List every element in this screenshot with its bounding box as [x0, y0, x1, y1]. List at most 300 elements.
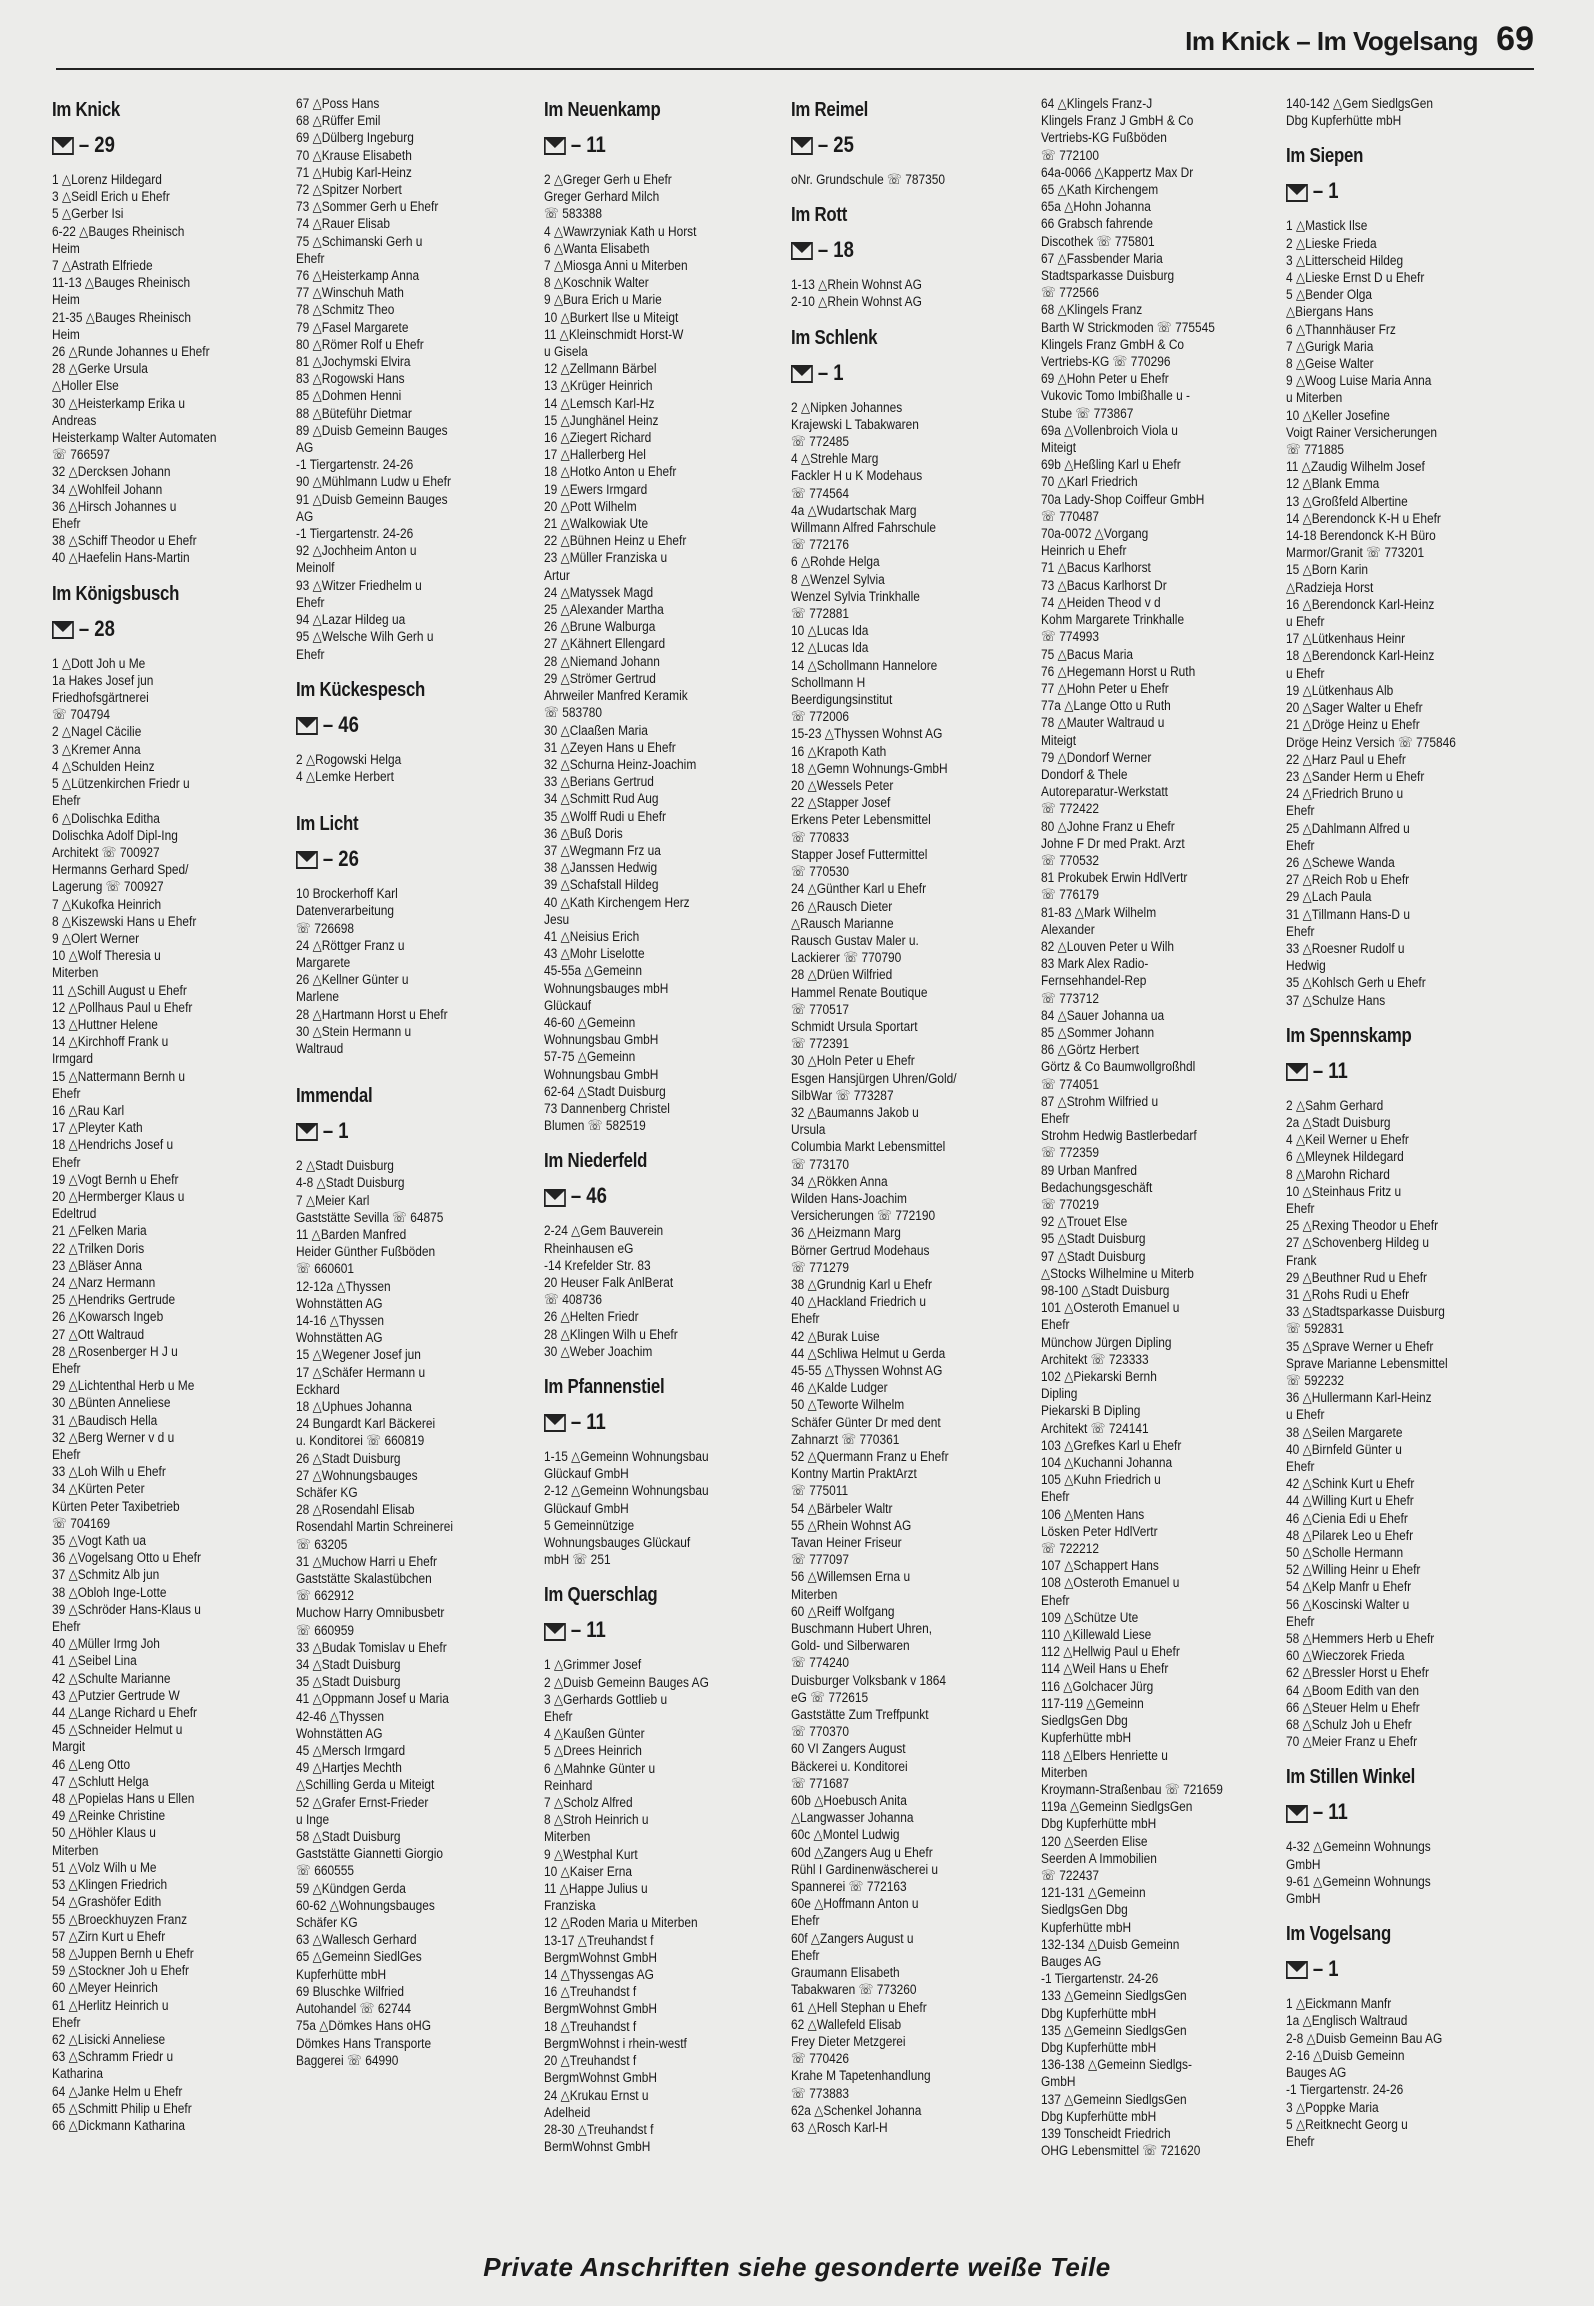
directory-entry: 35 △Sprave Werner u Ehefr [1286, 1338, 1434, 1355]
directory-entry: 67 △Poss Hans [296, 96, 380, 112]
directory-entry: Ehefr [52, 1154, 81, 1171]
directory-entry: 62 △Bressler Horst u Ehefr [1286, 1665, 1429, 1682]
directory-entry: 64a-0066 △Kappertz Max Dr [1041, 164, 1194, 181]
directory-entry: Ehefr [1286, 837, 1315, 854]
directory-entry: SilbWar ☏ 773287 [791, 1087, 894, 1104]
directory-entry: 18 △Hotko Anton u Ehefr [544, 464, 677, 481]
directory-entry: Reinhard [544, 1777, 593, 1794]
directory-entry: 70 △Krause Elisabeth [296, 147, 412, 164]
directory-entry: -1 Tiergartenstr. 24-26 [1041, 1971, 1159, 1988]
directory-entry: 60d △Zangers Aug u Ehefr [791, 1844, 933, 1861]
directory-entry: 75a △Dömkes Hans oHG [296, 2018, 432, 2035]
directory-entry: Architekt ☏ 724141 [1041, 1420, 1149, 1437]
directory-entry: 64 △Janke Helm u Ehefr [52, 2083, 183, 2100]
directory-entry: 112 △Hellwig Paul u Ehefr [1041, 1644, 1180, 1661]
directory-entry: Dbg Kupferhütte mbH [1286, 113, 1402, 130]
postal-district [544, 1409, 796, 1435]
directory-entry: 4 △Strehle Marg [791, 451, 879, 468]
directory-entry: 29 △Lichtenthal Herb u Me [52, 1378, 195, 1395]
directory-entry: 31 △Muchow Harri u Ehefr [296, 1553, 437, 1570]
directory-entry: 3 △Kremer Anna [52, 741, 141, 758]
directory-entry: 68 △Rüffer Emil [296, 113, 381, 130]
directory-entry: 106 △Menten Hans [1041, 1506, 1145, 1523]
directory-entry: SiedlgsGen Dbg [1041, 1902, 1128, 1919]
directory-entry: Datenverarbeitung [296, 903, 395, 920]
directory-entry: 15 △Wegener Josef jun [296, 1347, 421, 1364]
directory-entry: Münchow Jürgen Dipling [1041, 1334, 1172, 1351]
directory-entry: 71 △Hubig Karl-Heinz [296, 164, 412, 181]
directory-entry: 46 △Leng Otto [52, 1756, 131, 1773]
directory-entry: Ehefr [1041, 1317, 1070, 1334]
directory-entry: 6 △Mleynek Hildegard [1286, 1149, 1404, 1166]
directory-entry: Frey Dieter Metzgerei [791, 2033, 906, 2050]
directory-entry: 77a △Lange Otto u Ruth [1041, 698, 1171, 715]
directory-entry: △Langwasser Johanna [791, 1810, 914, 1827]
directory-entry: 28-30 △Treuhandst f [544, 2121, 654, 2138]
directory-entry: 132-134 △Duisb Gemeinn [1041, 1936, 1180, 1953]
directory-entry: 39 △Schröder Hans-Klaus u [52, 1601, 201, 1618]
directory-entry: 34 △Stadt Duisburg [296, 1657, 401, 1674]
directory-entry: ☏ 772391 [791, 1036, 849, 1053]
street-name: Im Knick [52, 99, 121, 121]
column-6 [1286, 96, 1538, 2165]
directory-entry: 45-55a △Gemeinn [544, 963, 642, 980]
street-section [296, 1084, 548, 2070]
postal-district-number: – 11 [570, 1617, 606, 1643]
directory-entry: Eckhard [296, 1381, 340, 1398]
directory-entry: 83 △Rogowski Hans [296, 371, 405, 388]
street-section [296, 96, 548, 664]
directory-entry: 120 △Seerden Elise [1041, 1833, 1148, 1850]
directory-entry: Schäfer KG [296, 1485, 358, 1501]
street-section [791, 203, 1043, 311]
directory-entry: Wohnungsbauges mbH [544, 980, 669, 997]
directory-entry: 21 △Dröge Heinz u Ehefr [1286, 717, 1420, 734]
directory-entry: u Inge [296, 1811, 330, 1828]
directory-entry: 107 △Schappert Hans [1041, 1558, 1159, 1575]
directory-entry: Ehefr [1286, 803, 1315, 820]
directory-entry: 70a Lady-Shop Coiffeur GmbH [1041, 491, 1205, 508]
directory-entry: Hermanns Gerhard Sped/ [52, 862, 189, 879]
directory-entry: 20 △Wessels Peter [791, 778, 894, 795]
directory-entry: -1 Tiergartenstr. 24-26 [296, 457, 414, 474]
directory-entry: Gaststätte Giannetti Giorgio [296, 1846, 444, 1863]
directory-entry: △Schilling Gerda u Miteigt [296, 1777, 435, 1794]
directory-entry: 78 △Mauter Waltraud u [1041, 715, 1165, 732]
directory-entry: Muchow Harry Omnibusbetr [296, 1605, 445, 1622]
directory-entry: 22 △Harz Paul u Ehefr [1286, 751, 1406, 768]
directory-entry: 91 △Duisb Gemeinn Bauges [296, 491, 448, 508]
envelope-icon [791, 365, 813, 383]
directory-entry: 74 △Heiden Theod v d [1041, 594, 1161, 611]
directory-entry: ☏ 773883 [791, 2085, 849, 2102]
directory-entry: 30 △Weber Joachim [544, 1343, 653, 1360]
directory-entry: 45-55 △Thyssen Wohnst AG [791, 1362, 943, 1379]
directory-entry: 61 △Herlitz Heinrich u [52, 1997, 169, 2014]
directory-entry: Krahe M Tapetenhandlung [791, 2068, 931, 2085]
directory-entry: 8 △Kiszewski Hans u Ehefr [52, 913, 197, 930]
directory-entry: 11-13 △Bauges Rheinisch [52, 275, 191, 292]
directory-entry: Miterben [1041, 1764, 1088, 1781]
directory-entry: 7 △Scholz Alfred [544, 1795, 633, 1812]
directory-entry: Ehefr [1286, 1613, 1315, 1630]
directory-entry: 65 △Schmitt Philip u Ehefr [52, 2100, 192, 2117]
directory-entry: 14-16 △Thyssen [296, 1312, 385, 1329]
directory-entry: 76 △Heisterkamp Anna [296, 268, 420, 285]
street-name: Im Pfannenstiel [544, 1376, 665, 1398]
directory-entry: 56 △Willemsen Erna u [791, 1569, 911, 1586]
directory-entry: 52 △Quermann Franz u Ehefr [791, 1449, 949, 1465]
directory-entry: 6-22 △Bauges Rheinisch [52, 223, 185, 240]
directory-entry: 2 △Duisb Gemeinn Bauges AG [544, 1674, 709, 1691]
envelope-icon [544, 1189, 566, 1207]
directory-entry: ☏ 660959 [296, 1622, 354, 1639]
directory-entry: 27 △Ott Waltraud [52, 1326, 145, 1343]
directory-entry: ☏ 775011 [791, 1483, 849, 1500]
directory-entry: 50 △Höhler Klaus u [52, 1825, 156, 1842]
envelope-icon [544, 137, 566, 155]
directory-entry: Kürten Peter Taxibetrieb [52, 1498, 180, 1515]
directory-entry: Ehefr [1041, 1110, 1070, 1127]
directory-entry: 32 △Baumanns Jakob u [791, 1104, 919, 1121]
directory-entry: Versicherungen ☏ 772190 [791, 1208, 936, 1225]
directory-entry: 48 △Popielas Hans u Ellen [52, 1791, 195, 1808]
directory-entry: Dipling [1041, 1386, 1078, 1403]
directory-entry: 2-10 △Rhein Wohnst AG [791, 294, 922, 311]
directory-entry: 62a △Schenkel Johanna [791, 2102, 922, 2119]
directory-entry: 2a △Stadt Duisburg [1286, 1114, 1391, 1131]
directory-entry: 2-16 △Duisb Gemeinn [1286, 2047, 1405, 2064]
street-section [544, 1375, 796, 1569]
directory-entry: 8 △Koschnik Walter [544, 275, 649, 292]
directory-entry: 21 △Walkowiak Ute [544, 516, 649, 533]
directory-entry: Greger Gerhard Milch [544, 189, 660, 206]
directory-entry: Glückauf GmbH [544, 1500, 629, 1517]
directory-entry: △Rausch Marianne [791, 915, 894, 932]
postal-district [791, 132, 1043, 158]
directory-entry: 56 △Koscinski Walter u [1286, 1596, 1410, 1613]
directory-entry: Dolischka Adolf Dipl-Ing [52, 827, 178, 844]
directory-entry: Görtz & Co Baumwollgroßhdl [1041, 1059, 1196, 1076]
directory-entry: Miterben [544, 1829, 591, 1846]
directory-entry: Barth W Strickmoden ☏ 775545 [1041, 319, 1215, 336]
directory-entry: 22 △Stapper Josef [791, 795, 891, 812]
directory-entry: Adelheid [544, 2104, 591, 2121]
directory-entry: 42-46 △Thyssen [296, 1708, 385, 1725]
directory-entry: 31 △Rohs Rudi u Ehefr [1286, 1286, 1410, 1303]
postal-district-number: – 46 [570, 1183, 607, 1209]
directory-entry: 65 △Kath Kirchengem [1041, 182, 1159, 199]
directory-entry: ☏ 773712 [1041, 990, 1099, 1007]
directory-entry: Waltraud [296, 1040, 344, 1057]
directory-entry: 108 △Osteroth Emanuel u [1041, 1575, 1180, 1592]
directory-entry: 24 △Matyssek Magd [544, 584, 654, 601]
directory-entry: 38 △Grundnig Karl u Ehefr [791, 1276, 933, 1293]
directory-entry: ☏ 772359 [1041, 1145, 1099, 1162]
street-section [296, 678, 548, 786]
directory-entry: Bauges AG [1286, 2065, 1347, 2082]
envelope-icon [296, 851, 318, 869]
directory-entry: 43 △Mohr Liselotte [544, 946, 645, 963]
street-name: Im Schlenk [791, 326, 878, 349]
postal-district [1286, 178, 1538, 204]
directory-entry: 25 △Alexander Martha [544, 602, 664, 619]
directory-entry: 2 △Stadt Duisburg [296, 1158, 394, 1175]
directory-entry: 80 △Römer Rolf u Ehefr [296, 336, 424, 353]
directory-entry: 84 △Sauer Johanna ua [1041, 1007, 1165, 1024]
directory-entry: 4 △Lemke Herbert [296, 768, 394, 785]
directory-entry: 12 △Roden Maria u Miterben [544, 1915, 698, 1932]
directory-entry: 15 △Junghänel Heinz [544, 412, 659, 429]
directory-entry: 36 △Vogelsang Otto u Ehefr [52, 1550, 201, 1567]
directory-entry: 1a Hakes Josef jun [52, 672, 154, 689]
directory-entry: Wilden Hans-Joachim [791, 1190, 907, 1207]
column-2 [296, 96, 548, 2084]
directory-entry: 18 △Berendonck Karl-Heinz [1286, 648, 1435, 665]
directory-entry: 86 △Görtz Herbert [1041, 1042, 1139, 1059]
envelope-icon [1286, 184, 1308, 202]
directory-entry: 62 △Lisicki Anneliese [52, 2031, 166, 2048]
directory-entry: 10 △Wolf Theresia u [52, 948, 161, 965]
directory-entry: 70 △Meier Franz u Ehefr [1286, 1734, 1418, 1751]
directory-entry: 66 △Steuer Helm u Ehefr [1286, 1699, 1420, 1716]
directory-entry: 2-12 △Gemeinn Wohnungsbau [544, 1483, 709, 1500]
street-section [1286, 1765, 1538, 1908]
directory-entry: 11 △Happe Julius u [544, 1881, 648, 1898]
directory-entry: Franziska [544, 1898, 596, 1915]
directory-entry: ☏ 773170 [791, 1156, 849, 1173]
directory-entry: Heim [52, 326, 80, 343]
directory-entry: Vertriebs-KG ☏ 770296 [1041, 354, 1171, 371]
street-section [544, 1149, 796, 1361]
postal-district-number: – 1 [1312, 178, 1339, 204]
directory-entry: 64 △Boom Edith van den [1286, 1682, 1420, 1699]
directory-entry: 23 △Müller Franziska u [544, 550, 668, 567]
directory-entry: GmbH [1286, 1891, 1321, 1908]
directory-entry: Gaststätte Sevilla ☏ 64875 [296, 1209, 444, 1226]
directory-entry: 53 △Klingen Friedrich [52, 1877, 168, 1894]
directory-entry: 92 △Jochheim Anton u [296, 543, 417, 560]
directory-entry: Erkens Peter Lebensmittel [791, 812, 931, 829]
directory-entry: 69 Bluschke Wilfried [296, 1983, 404, 2000]
directory-entry: 36 △Buß Doris [544, 825, 623, 842]
directory-entry: 24 △Friedrich Bruno u [1286, 786, 1404, 803]
directory-entry: mbH ☏ 251 [544, 1552, 611, 1569]
postal-district [544, 1183, 796, 1209]
postal-district [52, 616, 304, 642]
street-section [296, 812, 548, 1058]
postal-district-number: – 46 [322, 711, 359, 737]
directory-entry: 57-75 △Gemeinn [544, 1049, 636, 1066]
directory-entry: Vukovic Tomo Imbißhalle u - [1041, 388, 1191, 405]
directory-entry: 29 △Strömer Gertrud [544, 670, 656, 687]
directory-entry: Architekt ☏ 723333 [1041, 1351, 1149, 1368]
directory-entry: Strohm Hedwig Bastlerbedarf [1041, 1128, 1197, 1145]
directory-entry: 27 △Schovenberg Hildeg u [1286, 1235, 1430, 1252]
directory-entry: 25 △Dahlmann Alfred u [1286, 820, 1410, 837]
postal-district-number: – 28 [78, 615, 115, 641]
directory-entry: 28 △Drüen Wilfried [791, 967, 893, 984]
directory-entry: Alexander [1041, 921, 1095, 938]
directory-entry: 2-24 △Gem Bauverein [544, 1223, 664, 1240]
directory-entry: Frank [1286, 1252, 1317, 1269]
directory-entry: BermWohnst GmbH [544, 2139, 651, 2156]
directory-entry: 52 △Grafer Ernst-Frieder [296, 1794, 429, 1811]
postal-district [1286, 1058, 1538, 1084]
directory-entry: u Ehefr [1286, 614, 1325, 631]
street-section [1286, 96, 1538, 130]
directory-entry: GmbH [1286, 1856, 1321, 1873]
directory-entry: 37 △Schulze Hans [1286, 992, 1386, 1009]
directory-entry: 16 △Treuhandst f [544, 1984, 637, 2001]
directory-entry: 60-62 △Wohnungsbauges [296, 1897, 435, 1914]
directory-entry: ☏ 704169 [52, 1515, 110, 1532]
directory-entry: Stapper Josef Futtermittel [791, 846, 928, 863]
directory-entry: 77 △Hohn Peter u Ehefr [1041, 680, 1169, 697]
directory-entry: ☏ 774240 [791, 1655, 849, 1672]
directory-entry: u Ehefr [1286, 665, 1325, 682]
directory-entry: 35 △Stadt Duisburg [296, 1674, 401, 1691]
directory-entry: 58 △Juppen Bernh u Ehefr [52, 1945, 194, 1962]
directory-entry: ☏ 704794 [52, 707, 110, 724]
directory-entry: 54 △Bärbeler Waltr [791, 1500, 893, 1517]
directory-entry: ☏ 777097 [791, 1552, 849, 1569]
directory-entry: Dbg Kupferhütte mbH [1041, 2005, 1157, 2022]
directory-entry: Bäckerei u. Konditorei [791, 1758, 908, 1775]
directory-entry: Graumann Elisabeth [791, 1965, 900, 1982]
directory-entry: 20 △Treuhandst f [544, 2053, 637, 2070]
directory-entry: 65a △Hohn Johanna [1041, 199, 1151, 216]
directory-entry: 81 △Jochymski Elvira [296, 354, 411, 371]
directory-entry: 60e △Hoffmann Anton u [791, 1896, 919, 1913]
street-name: Immendal [296, 1085, 373, 1108]
directory-entry: 54 △Kelp Manfr u Ehefr [1286, 1579, 1412, 1596]
directory-entry: ☏ 772881 [791, 606, 849, 623]
directory-entry: 23 △Sander Herm u Ehefr [1286, 768, 1425, 785]
directory-entry: 13 △Krüger Heinrich [544, 378, 653, 395]
directory-entry: Ehefr [1286, 923, 1315, 940]
directory-entry: 4 △Kaußen Günter [544, 1726, 645, 1743]
footer-note: Private Anschriften siehe gesonderte weiße Teile [483, 2252, 1111, 2282]
street-section [52, 98, 304, 568]
directory-entry: Irmgard [52, 1051, 94, 1068]
directory-entry: 42 △Schulte Marianne [52, 1670, 171, 1687]
directory-entry: 12 △Pollhaus Paul u Ehefr [52, 999, 193, 1016]
postal-district [1286, 1799, 1538, 1825]
directory-entry: 24 △Röttger Franz u [296, 937, 405, 954]
directory-entry: 19 △Ewers Irmgard [544, 481, 648, 498]
directory-entry: 18 △Treuhandst f [544, 2018, 637, 2035]
directory-entry: Gold- und Silberwaren [791, 1638, 910, 1655]
directory-entry: Miteigt [1041, 732, 1077, 749]
directory-entry: Stadtsparkasse Duisburg [1041, 268, 1175, 285]
directory-entry: Schäfer KG [296, 1915, 358, 1932]
directory-entry: 11 △Barden Manfred [296, 1226, 407, 1243]
directory-entry: Rheinhausen eG [544, 1240, 634, 1257]
street-name: Im Spennskamp [1286, 1024, 1412, 1047]
street-section [1286, 144, 1538, 1009]
directory-entry: 116 △Golchacer Jürg [1041, 1678, 1154, 1695]
directory-entry: 35 △Vogt Kath ua [52, 1533, 146, 1550]
directory-entry: 24 △Krukau Ernst u [544, 2087, 649, 2104]
street-section [791, 98, 1043, 189]
envelope-icon [1286, 1063, 1308, 1081]
postal-district-number: – 1 [1312, 1956, 1339, 1982]
directory-entry: 39 △Schafstall Hildeg [544, 877, 659, 894]
directory-entry: 30 △Bünten Anneliese [52, 1395, 171, 1412]
directory-entry: 28 △Rosendahl Elisab [296, 1502, 415, 1519]
directory-entry: ☏ 722212 [1041, 1541, 1099, 1558]
directory-entry: 92 △Trouet Else [1041, 1214, 1128, 1231]
directory-entry: 11 △Schill August u Ehefr [52, 982, 187, 999]
directory-entry: 2 △Nipken Johannes [791, 399, 903, 416]
directory-entry: 46-60 △Gemeinn [544, 1014, 636, 1031]
directory-entry: 60 VI Zangers August [791, 1741, 906, 1758]
directory-entry: Dbg Kupferhütte mbH [1041, 2039, 1157, 2056]
directory-entry: 2 △Lieske Frieda [1286, 235, 1377, 252]
directory-entry: 68 △Klingels Franz [1041, 302, 1143, 319]
directory-entry: 83 Mark Alex Radio- [1041, 956, 1149, 973]
directory-entry: ☏ 771687 [791, 1775, 849, 1792]
directory-entry: 89 Urban Manfred [1041, 1162, 1138, 1179]
directory-entry: 32 △Schurna Heinz-Joachim [544, 756, 697, 773]
directory-entry: Ehefr [544, 1709, 573, 1726]
directory-entry: ☏ 662912 [296, 1588, 354, 1605]
directory-entry: 58 △Hemmers Herb u Ehefr [1286, 1631, 1435, 1648]
directory-entry: u Gisela [544, 344, 588, 361]
directory-entry: Wohnstätten AG [296, 1725, 383, 1742]
directory-entry: 103 △Grefkes Karl u Ehefr [1041, 1437, 1182, 1454]
directory-entry: 60b △Hoebusch Anita [791, 1793, 907, 1810]
directory-entry: 6 △Dolischka Editha [52, 810, 160, 827]
directory-entry: 33 △Budak Tomislav u Ehefr [296, 1639, 447, 1656]
postal-district-number: – 1 [322, 1118, 349, 1144]
page-title: Im Knick – Im Vogelsang [1185, 26, 1478, 56]
directory-entry: BergmWohnst GmbH [544, 2070, 658, 2087]
directory-entry: Baggerei ☏ 64990 [296, 2052, 399, 2069]
directory-entry: 79 △Dondorf Werner [1041, 749, 1152, 766]
directory-entry: 7 △Miosga Anni u Miterben [544, 258, 688, 275]
directory-entry: 22 △Bühnen Heinz u Ehefr [544, 533, 687, 550]
directory-entry: Edeltrud [52, 1206, 97, 1223]
postal-district [791, 360, 1043, 386]
directory-entry: 29 △Beuthner Rud u Ehefr [1286, 1269, 1428, 1286]
directory-entry: 9 △Bura Erich u Marie [544, 292, 662, 309]
postal-district [1286, 1956, 1538, 1982]
postal-district-number: – 11 [570, 1409, 606, 1434]
directory-entry: ☏ 776179 [1041, 887, 1099, 904]
directory-entry: 4 △Lieske Ernst D u Ehefr [1286, 270, 1425, 287]
directory-entry: 87 △Strohm Wilfried u [1041, 1093, 1159, 1110]
directory-entry: 42 △Schink Kurt u Ehefr [1286, 1476, 1415, 1493]
directory-entry: 45 △Mersch Irmgard [296, 1743, 406, 1760]
directory-entry: 8 △Geise Walter [1286, 356, 1374, 373]
directory-entry: 9 △Westphal Kurt [544, 1846, 638, 1863]
directory-entry: Rausch Gustav Maler u. [791, 932, 919, 949]
directory-entry: Rühl I Gardinenwäscherei u [791, 1861, 939, 1878]
directory-entry: Heider Günther Fußböden [296, 1244, 436, 1261]
page-number: 69 [1496, 20, 1534, 58]
directory-entry: OHG Lebensmittel ☏ 721620 [1041, 2143, 1201, 2160]
directory-entry: Dröge Heinz Versich ☏ 775846 [1286, 734, 1456, 751]
directory-entry: Bauges AG [1041, 1953, 1102, 1970]
directory-entry: 17 △Schäfer Hermann u [296, 1364, 426, 1381]
directory-entry: 7 △Kukofka Heinrich [52, 896, 162, 913]
directory-entry: Lösken Peter HdlVertr [1041, 1523, 1158, 1540]
directory-entry: 98-100 △Stadt Duisburg [1041, 1283, 1170, 1300]
directory-entry: 95 △Welsche Wilh Gerh u [296, 629, 434, 646]
directory-entry: Dondorf & Thele [1041, 766, 1128, 783]
